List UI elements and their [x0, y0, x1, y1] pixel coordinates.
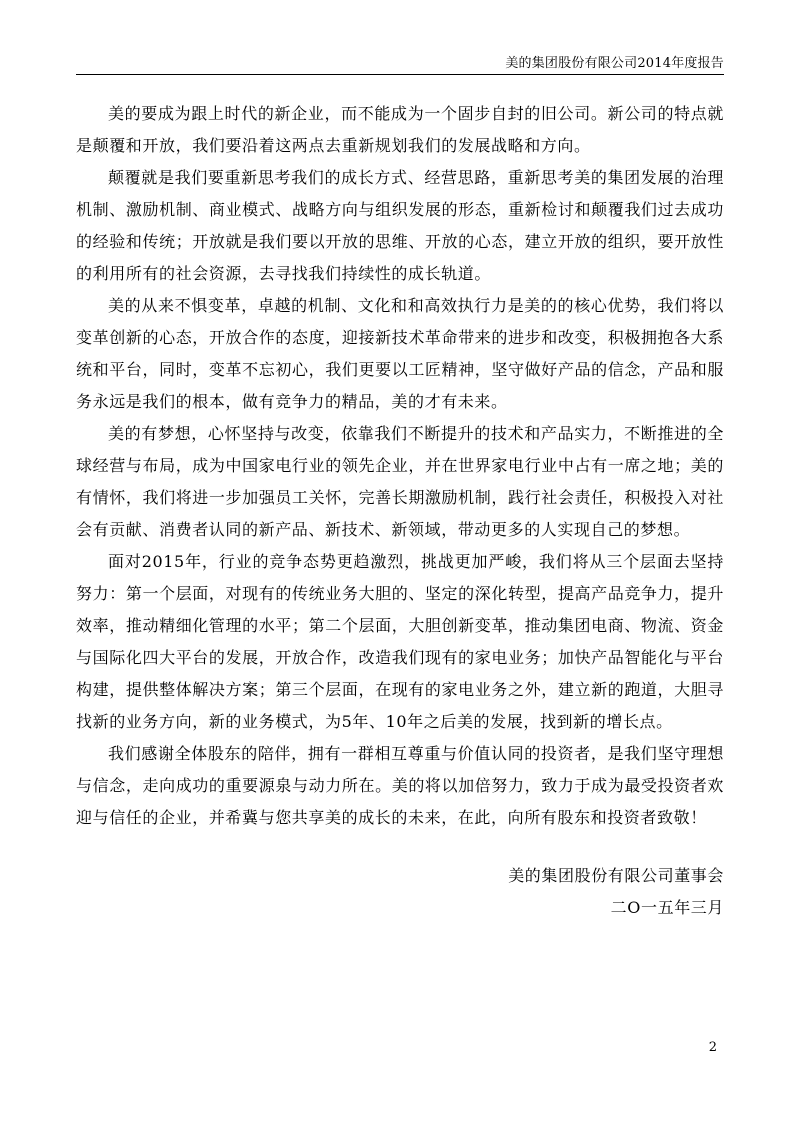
- header-divider: [76, 74, 724, 75]
- page-number: 2: [708, 1040, 717, 1055]
- signature-organization: 美的集团股份有限公司董事会: [508, 866, 724, 885]
- running-header: 美的集团股份有限公司2014年度报告: [505, 56, 724, 71]
- signature-block: [508, 860, 724, 924]
- letter-body: [76, 98, 724, 834]
- paragraph: 面对2015年，行业的竞争态势更趋激烈，挑战更加严峻，我们将从三个层面去坚持努力：第一个层面，对现有的传统业务大胆的、坚定的深化转型，提高产品竞争力，提升效率，推动精细化管理的水平；第二个层面，大胆创新变革，推动集团电商、物流、资金与国际化四大平台的发展，开放合作，改造我们现有的家电业务；加快产品智能化与平台构建，提供整体解决方案；第三个层面，在现有的家电业务之外，建立新的跑道，大胆寻找新的业务方向，新的业务模式，为5年、10年之后美的发展，找到新的增长点。: [76, 552, 724, 731]
- paragraph: 颠覆就是我们要重新思考我们的成长方式、经营思路，重新思考美的集团发展的治理机制、激励机制、商业模式、战略方向与组织发展的形态，重新检讨和颠覆我们过去成功的经验和传统；开放就是我们要以开放的思维、开放的心态，建立开放的组织，要开放性的利用所有的社会资源，去寻找我们持续性的成长轨道。: [76, 168, 724, 283]
- paragraph: 我们感谢全体股东的陪伴，拥有一群相互尊重与价值认同的投资者，是我们坚守理想与信念，走向成功的重要源泉与动力所在。美的将以加倍努力，致力于成为最受投资者欢迎与信任的企业，并希冀与您共享美的成长的未来，在此，向所有股东和投资者致敬！: [76, 744, 724, 827]
- paragraph: 美的有梦想，心怀坚持与改变，依靠我们不断提升的技术和产品实力，不断推进的全球经营与布局，成为中国家电行业的领先企业，并在世界家电行业中占有一席之地；美的有情怀，我们将进一步加强员工关怀，完善长期激励机制，践行社会责任，积极投入对社会有贡献、消费者认同的新产品、新技术、新领域，带动更多的人实现自己的梦想。: [76, 424, 724, 539]
- paragraph: 美的从来不惧变革，卓越的机制、文化和和高效执行力是美的的核心优势，我们将以变革创新的心态，开放合作的态度，迎接新技术革命带来的进步和改变，积极拥抱各大系统和平台，同时，变革不忘初心，我们更要以工匠精神，坚守做好产品的信念，产品和服务永远是我们的根本，做有竞争力的精品，美的才有未来。: [76, 296, 724, 411]
- paragraph: 美的要成为跟上时代的新企业，而不能成为一个固步自封的旧公司。新公司的特点就是颠覆和开放，我们要沿着这两点去重新规划我们的发展战略和方向。: [76, 104, 724, 155]
- signature-date: 二O一五年三月: [610, 898, 724, 917]
